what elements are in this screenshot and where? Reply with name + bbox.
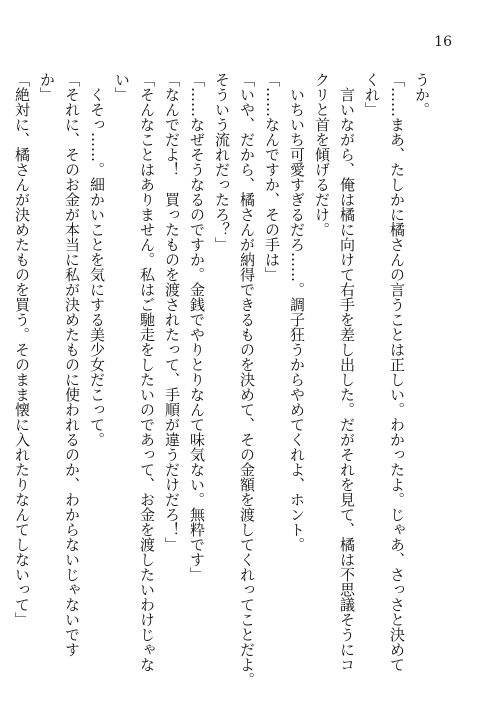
text-line: くそっ……。細かいことを気にする美少女だこって。 [88,87,106,447]
page-number: 16 [434,34,452,50]
text-line: 「それに、そのお金が本当に私が決めたものに使われるのか、わからないじゃないです [63,72,81,657]
text-line: 「……なぜそうなるのですか。金銭でやりとりなんて味気ない。無粋です」 [188,72,206,582]
text-line: 「そんなことはありません。私はご馳走をしたいのであって、お金を渡したいわけじゃな [138,72,156,672]
text-line: いちいち可愛すぎるだろ……。調子狂うからやめてくれよ、ホント。 [288,87,306,552]
text-line: 「いや、だから、橘さんが納得できるものを決めて、その金額を渡してくれってことだよ。 [238,72,256,687]
text-line: 「……まあ、たしかに橘さんの言うことは正しい。わかったよ。じゃあ、さっさと決めて [388,72,406,672]
text-line: うか。 [413,72,431,117]
text-line: 「絶対に、橘さんが決めたものを買う。そのまま懐に入れたりなんてしないって」 [13,72,31,627]
text-line: か」 [38,72,56,102]
text-line: くれ」 [363,72,381,117]
text-line: そういう流れだったろ？」 [213,72,231,252]
text-line: 「……なんですか、その手は」 [263,72,281,282]
vertical-text-body [13,72,434,687]
text-line: 「なんでだよ！ 買ったものを渡されたって、手順が違うだけだろ！」 [163,72,181,552]
text-line: 言いながら、俺は橘に向けて右手を差し出した。だがそれを見て、橘は不思議そうにコ [338,87,356,672]
text-line: クリと首を傾げるだけ。 [313,72,331,237]
text-line: い」 [113,72,131,102]
